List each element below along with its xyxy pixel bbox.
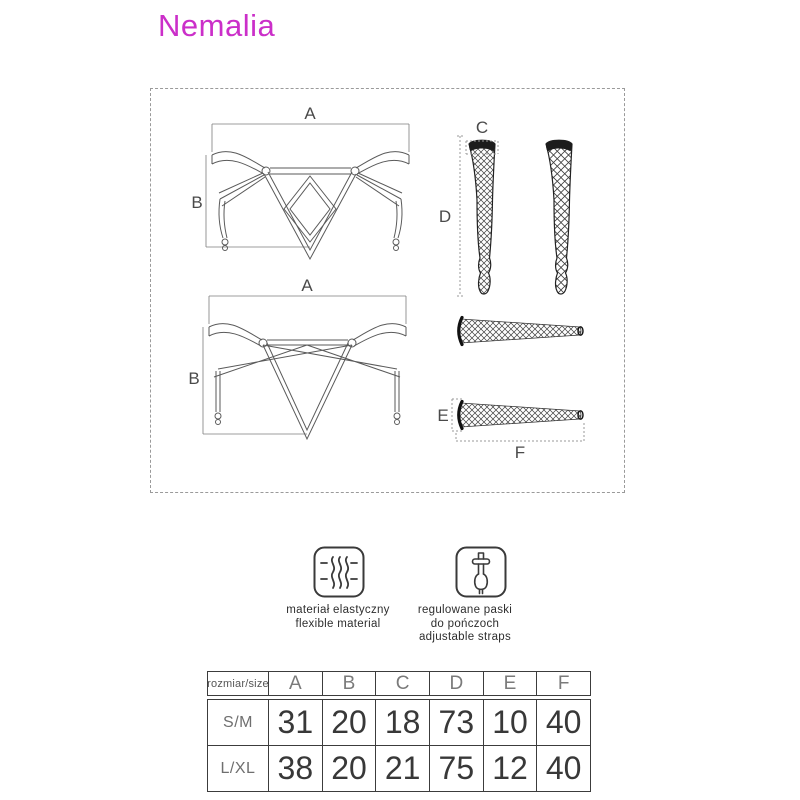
size-table-body (207, 699, 591, 792)
dim-label-back-height: B (188, 369, 200, 388)
value-cell: 12 (483, 746, 537, 791)
caption-line: regulowane paski (417, 604, 513, 616)
value-cell: 40 (536, 700, 590, 745)
size-table (207, 671, 591, 792)
caption-line: do pończoch (430, 617, 500, 630)
page-title: Nemalia (158, 8, 276, 43)
header-cell-d: D (429, 672, 483, 695)
dim-label-front-height: B (191, 193, 203, 212)
header-cell-f: F (536, 672, 590, 695)
header-cell-a: A (268, 672, 322, 695)
garter-clip-icon (455, 546, 507, 598)
value-cell: 38 (268, 746, 322, 791)
row-label: S/M (223, 713, 253, 731)
value-cell: 10 (483, 700, 537, 745)
value-cell: 21 (375, 746, 429, 791)
caption-line: materiał elastyczny (286, 604, 390, 616)
header-cell-e: E (483, 672, 537, 695)
dim-label-front-width: A (304, 104, 316, 123)
header-cell-rozmiar-size: rozmiar/size (207, 677, 269, 690)
header-cell-b: B (322, 672, 376, 695)
garter-belt-back-view (188, 276, 406, 439)
fishnet-sleeve-bottom (437, 399, 584, 462)
value-cell: 20 (322, 746, 376, 791)
size-table-header (207, 671, 591, 696)
dim-label-stocking-top: C (475, 118, 489, 137)
header-cell-c: C (375, 672, 429, 695)
elastic-material-icon (313, 546, 365, 598)
caption-line: flexible material (295, 617, 381, 630)
dim-label-sleeve-height: E (437, 406, 449, 425)
dim-label-back-width: A (301, 276, 313, 295)
table-header-row (208, 672, 590, 695)
table-row-sm (208, 700, 590, 745)
table-row-lxl (208, 745, 590, 791)
dim-label-sleeve-length: F (514, 443, 526, 462)
garter-belt-front-view (191, 104, 409, 259)
technical-diagram-box (150, 88, 625, 493)
fishnet-sleeve-top (459, 318, 584, 345)
fishnet-stockings (439, 118, 572, 296)
dim-label-stocking-length: D (438, 207, 452, 226)
caption-line: adjustable straps (418, 631, 512, 643)
value-cell: 18 (375, 700, 429, 745)
value-cell: 40 (536, 746, 590, 791)
value-cell: 31 (268, 700, 322, 745)
row-label: L/XL (220, 759, 256, 777)
value-cell: 75 (429, 746, 483, 791)
value-cell: 20 (322, 700, 376, 745)
garment-line-art (151, 89, 624, 492)
value-cell: 73 (429, 700, 483, 745)
feature-caption-straps (390, 604, 540, 645)
